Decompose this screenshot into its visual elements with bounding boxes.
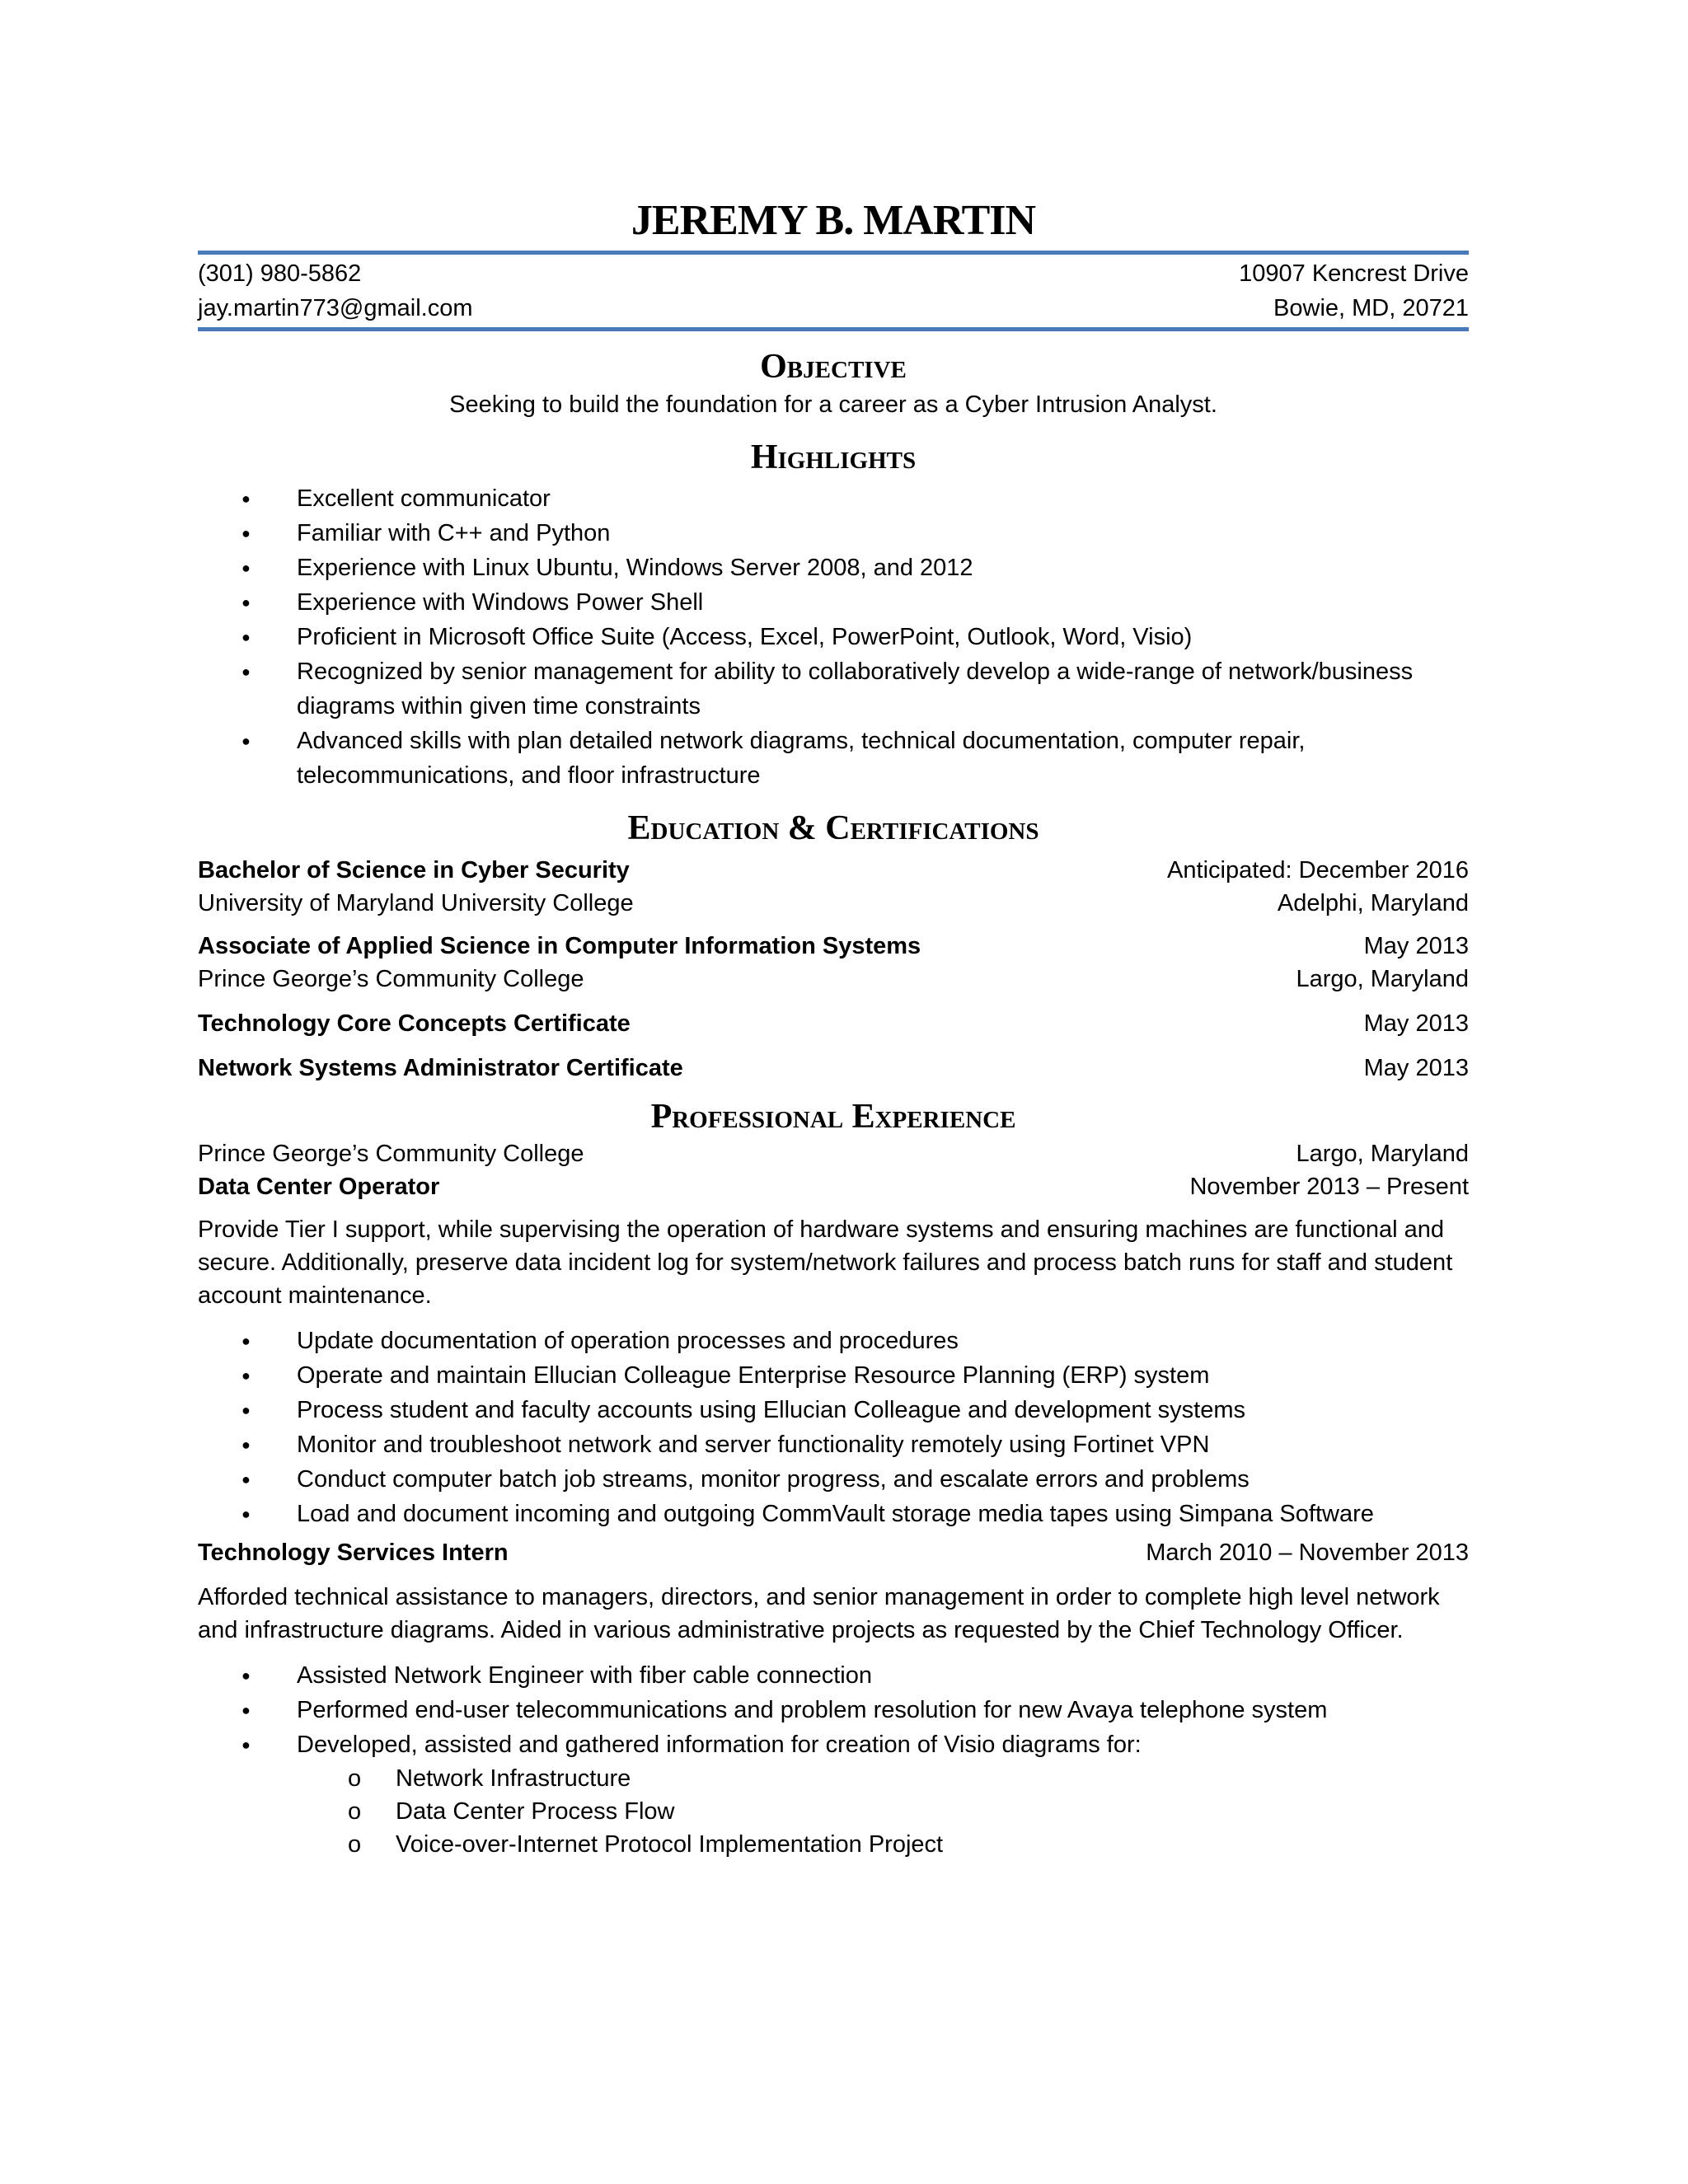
job-header <box>198 1536 1469 1569</box>
highlights-list <box>198 481 1469 793</box>
header-top-rule <box>198 251 1469 255</box>
job-duty: ● Performed end-user telecommunications and problem resolution for new Avaya telephone system <box>198 1693 1469 1727</box>
job-description: Afforded technical assistance to managers, directors, and senior management in order to complete high level network and infrastructure diagrams. Aided in various administrative projects as requested by the Chief Technology Officer. <box>198 1584 1440 1643</box>
school-location: Adelphi, Maryland <box>1277 890 1469 916</box>
certificate-title: Network Systems Administrator Certificate <box>198 1055 683 1081</box>
street-address: 10907 Kencrest Drive <box>1239 260 1469 287</box>
highlight-item: ● Recognized by senior management for ability to collaboratively develop a wide-range of network/business diagrams within given time constraints <box>198 654 1469 724</box>
contact-row-2 <box>198 291 1469 326</box>
certificate-entry <box>198 1007 1469 1040</box>
degree-date: Anticipated: December 2016 <box>1167 857 1469 883</box>
job-duties-list <box>198 1658 1469 1762</box>
visio-diagram-item: o Data Center Process Flow <box>198 1795 1469 1828</box>
job-duty: ● Update documentation of operation processes and procedures <box>198 1324 1469 1358</box>
education-entry-header <box>198 930 1469 963</box>
employer-row <box>198 1137 1469 1170</box>
certificate-entry <box>198 1052 1469 1085</box>
highlight-item: ● Excellent communicator <box>198 481 1469 516</box>
candidate-name: JEREMY B. MARTIN <box>631 197 1036 244</box>
school-location: Largo, Maryland <box>1296 966 1469 992</box>
job-header <box>198 1170 1469 1203</box>
highlight-item: ● Proficient in Microsoft Office Suite (Access, Excel, PowerPoint, Outlook, Word, Visio) <box>198 620 1469 654</box>
job-duty: ● Load and document incoming and outgoing CommVault storage media tapes using Simpana Software <box>198 1497 1469 1531</box>
employer-location: Largo, Maryland <box>1296 1141 1469 1167</box>
job-duties-list <box>198 1324 1469 1531</box>
education-entry-school <box>198 963 1469 996</box>
visio-diagram-item: o Network Infrastructure <box>198 1762 1469 1795</box>
degree-title: Bachelor of Science in Cyber Security <box>198 857 630 883</box>
education-entry <box>198 854 1469 920</box>
objective-text: Seeking to build the foundation for a career as a Cyber Intrusion Analyst. <box>449 391 1217 418</box>
job-duty: ● Conduct computer batch job streams, monitor progress, and escalate errors and problems <box>198 1462 1469 1497</box>
resume-page <box>198 196 1469 1861</box>
highlights-heading: Highlights <box>750 438 917 476</box>
objective-heading: Objective <box>760 348 907 386</box>
phone-number: (301) 980-5862 <box>198 260 362 287</box>
job-duty: ● Assisted Network Engineer with fiber cable connection <box>198 1658 1469 1693</box>
header-bottom-rule <box>198 327 1469 331</box>
visio-diagram-item: o Voice-over-Internet Protocol Implementation Project <box>198 1828 1469 1861</box>
certificate-date: May 2013 <box>1363 1055 1469 1081</box>
city-state-zip: Bowie, MD, 20721 <box>1273 295 1469 321</box>
visio-diagrams-list <box>198 1762 1469 1861</box>
highlight-item: ● Familiar with C++ and Python <box>198 516 1469 551</box>
degree-title: Associate of Applied Science in Computer Information Systems <box>198 933 921 959</box>
job-title: Data Center Operator <box>198 1174 440 1200</box>
certificate-title: Technology Core Concepts Certificate <box>198 1010 631 1037</box>
education-entry <box>198 930 1469 996</box>
degree-date: May 2013 <box>1363 933 1469 959</box>
school-name: Prince George’s Community College <box>198 966 584 992</box>
experience-heading: Professional Experience <box>650 1098 1016 1136</box>
certificate-date: May 2013 <box>1363 1010 1469 1037</box>
job-duty: ● Operate and maintain Ellucian Colleague Enterprise Resource Planning (ERP) system <box>198 1358 1469 1393</box>
email-address[interactable]: jay.martin773@gmail.com <box>198 295 473 321</box>
job-duty: ● Developed, assisted and gathered information for creation of Visio diagrams for: <box>198 1727 1469 1762</box>
job-dates: November 2013 – Present <box>1189 1174 1469 1200</box>
job-description: Provide Tier I support, while supervising the operation of hardware systems and ensuring machines are functional and secure. Additionally, preserve data incident log for system/network failures and process batch runs for staff and student account maintenance. <box>198 1216 1453 1309</box>
contact-block <box>198 256 1469 326</box>
education-entry-header <box>198 854 1469 887</box>
contact-row-1 <box>198 256 1469 291</box>
education-entry-school <box>198 887 1469 920</box>
job-dates: March 2010 – November 2013 <box>1146 1540 1469 1566</box>
job-title: Technology Services Intern <box>198 1540 509 1566</box>
job-duty: ● Monitor and troubleshoot network and server functionality remotely using Fortinet VPN <box>198 1427 1469 1462</box>
highlight-item: ● Advanced skills with plan detailed network diagrams, technical documentation, computer repair, telecommunications, and floor infrastructure <box>198 724 1469 793</box>
highlight-item: ● Experience with Linux Ubuntu, Windows Server 2008, and 2012 <box>198 551 1469 585</box>
employer-name: Prince George’s Community College <box>198 1141 584 1167</box>
highlight-item: ● Experience with Windows Power Shell <box>198 585 1469 620</box>
job-duty: ● Process student and faculty accounts using Ellucian Colleague and development systems <box>198 1393 1469 1427</box>
education-heading: Education & Certifications <box>627 809 1039 847</box>
school-name: University of Maryland University College <box>198 890 634 916</box>
